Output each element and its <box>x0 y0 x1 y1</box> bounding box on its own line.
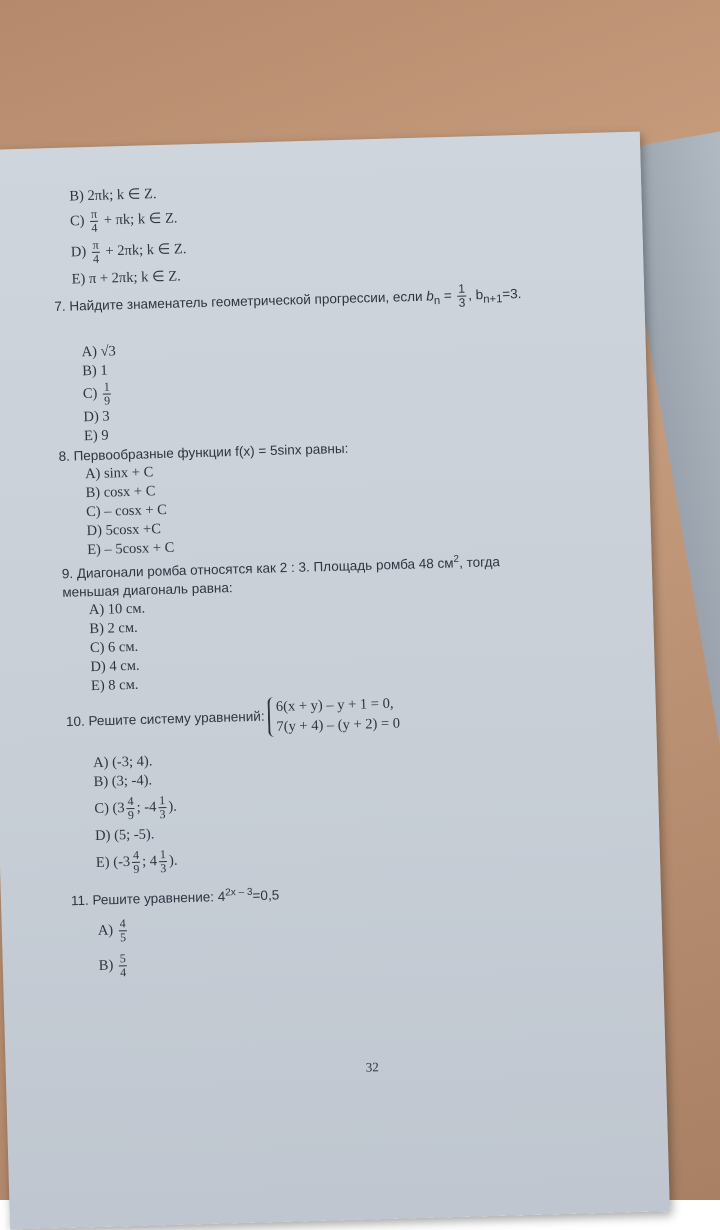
option-end: ). <box>168 852 178 870</box>
numerator: 4 <box>127 794 134 809</box>
denominator: 3 <box>159 807 166 822</box>
option-e: E) π + 2πk; k ∈ Z. <box>71 268 181 288</box>
option-d: D) 3 <box>83 408 110 425</box>
option-a: A) (-3; 4). <box>92 753 153 772</box>
question-7 <box>54 279 604 446</box>
question-8-text: 8. Первообразные функции f(x) = 5sinx равны: <box>58 440 349 464</box>
question-text-end: =0,5 <box>252 887 280 904</box>
question-text: 11. Решите уравнение: 4 <box>70 889 226 909</box>
fraction <box>457 282 466 309</box>
denominator: 3 <box>458 295 466 310</box>
option-label: C) <box>82 385 98 402</box>
page-number: 32 <box>365 1059 379 1075</box>
option-b <box>98 938 619 980</box>
book-page <box>0 132 670 1230</box>
denominator: 4 <box>119 964 127 980</box>
option-c: C) – cosx + C <box>85 501 168 520</box>
numerator: π <box>92 237 99 252</box>
cond-sub: n+1 <box>483 293 503 306</box>
fraction <box>119 952 128 979</box>
option-label: D) <box>70 243 87 261</box>
fraction <box>126 795 135 822</box>
cond-rest: , b <box>467 287 484 303</box>
cond-eq: = <box>443 287 452 304</box>
option-label: C) (3 <box>94 800 125 818</box>
option-e: E) – 5cosx + C <box>86 539 175 558</box>
equation-1: 6(x + y) – y + 1 = 0, <box>275 695 394 716</box>
question-9 <box>61 545 611 696</box>
option-b: B) cosx + C <box>85 482 156 501</box>
option-b: B) 2 см. <box>89 620 138 638</box>
option-text: + πk; k ∈ Z. <box>103 210 178 229</box>
question-10-text <box>65 688 612 743</box>
numerator: 1 <box>458 281 466 296</box>
option-text: + 2πk; k ∈ Z. <box>105 241 187 260</box>
option-label: A) <box>97 922 114 939</box>
numerator: 5 <box>119 950 126 966</box>
option-b: B) (3; -4). <box>93 772 153 791</box>
superscript: 2 <box>453 553 460 565</box>
option-label: C) <box>69 212 85 230</box>
numerator: 1 <box>159 847 167 862</box>
option-c: C) 6 см. <box>89 639 139 657</box>
option-d: D) 5cosx +C <box>86 520 162 539</box>
cond-end: =3. <box>502 286 522 302</box>
question-8 <box>58 431 607 559</box>
denominator: 4 <box>91 220 98 235</box>
option-e: E) 9 <box>83 427 109 444</box>
fraction <box>90 208 99 235</box>
question-text-end: , тогда <box>458 553 501 571</box>
denominator: 3 <box>160 861 167 876</box>
option-d: D) (5; -5). <box>94 826 155 845</box>
equation-system <box>268 694 401 738</box>
option-label: E) (-3 <box>95 854 131 872</box>
question-text: 10. Решите систему уравнений: <box>65 708 265 730</box>
exponent: 2x – 3 <box>225 886 253 899</box>
question-11 <box>70 873 619 980</box>
option-a: A) √3 <box>81 343 117 360</box>
option-e: E) 8 см. <box>90 677 139 695</box>
cond-sub: n <box>433 294 441 308</box>
denominator: 9 <box>133 862 140 877</box>
fraction <box>91 239 100 266</box>
option-end: ). <box>168 798 178 816</box>
page-content <box>54 173 619 980</box>
option-mid: ; -4 <box>136 799 157 816</box>
numerator: 1 <box>103 379 110 394</box>
option-a: A) sinx + C <box>84 464 154 482</box>
denominator: 9 <box>127 808 135 823</box>
numerator: 4 <box>132 848 140 863</box>
denominator: 5 <box>119 929 127 945</box>
option-label: B) <box>98 957 114 974</box>
option-b: B) 2πk; k ∈ Z. <box>69 186 157 205</box>
option-b: B) 1 <box>81 362 108 379</box>
denominator: 9 <box>103 393 111 408</box>
numerator: π <box>90 206 98 221</box>
fraction <box>103 380 112 407</box>
question-6-options <box>69 173 600 289</box>
option-a: A) 10 см. <box>88 600 146 619</box>
option-mid: ; 4 <box>141 853 158 870</box>
question-text: 9. Диагонали ромба относятся как 2 : 3. Площадь ромба 48 см <box>61 555 454 582</box>
fraction <box>159 848 168 875</box>
fraction <box>158 794 167 821</box>
numerator: 4 <box>119 915 126 931</box>
option-d: D) 4 см. <box>90 658 140 676</box>
cond-b: b <box>426 288 435 304</box>
question-text: 7. Найдите знаменатель геометрической прогрессии, если <box>54 288 423 315</box>
numerator: 1 <box>158 793 166 808</box>
fraction <box>118 917 127 944</box>
fraction <box>132 849 141 876</box>
denominator: 4 <box>92 251 100 266</box>
option-a <box>97 903 618 945</box>
question-9-text-line2: меньшая диагональ равна: <box>62 580 233 601</box>
question-10 <box>65 688 616 877</box>
equation-2: 7(y + 4) – (y + 2) = 0 <box>276 715 401 736</box>
